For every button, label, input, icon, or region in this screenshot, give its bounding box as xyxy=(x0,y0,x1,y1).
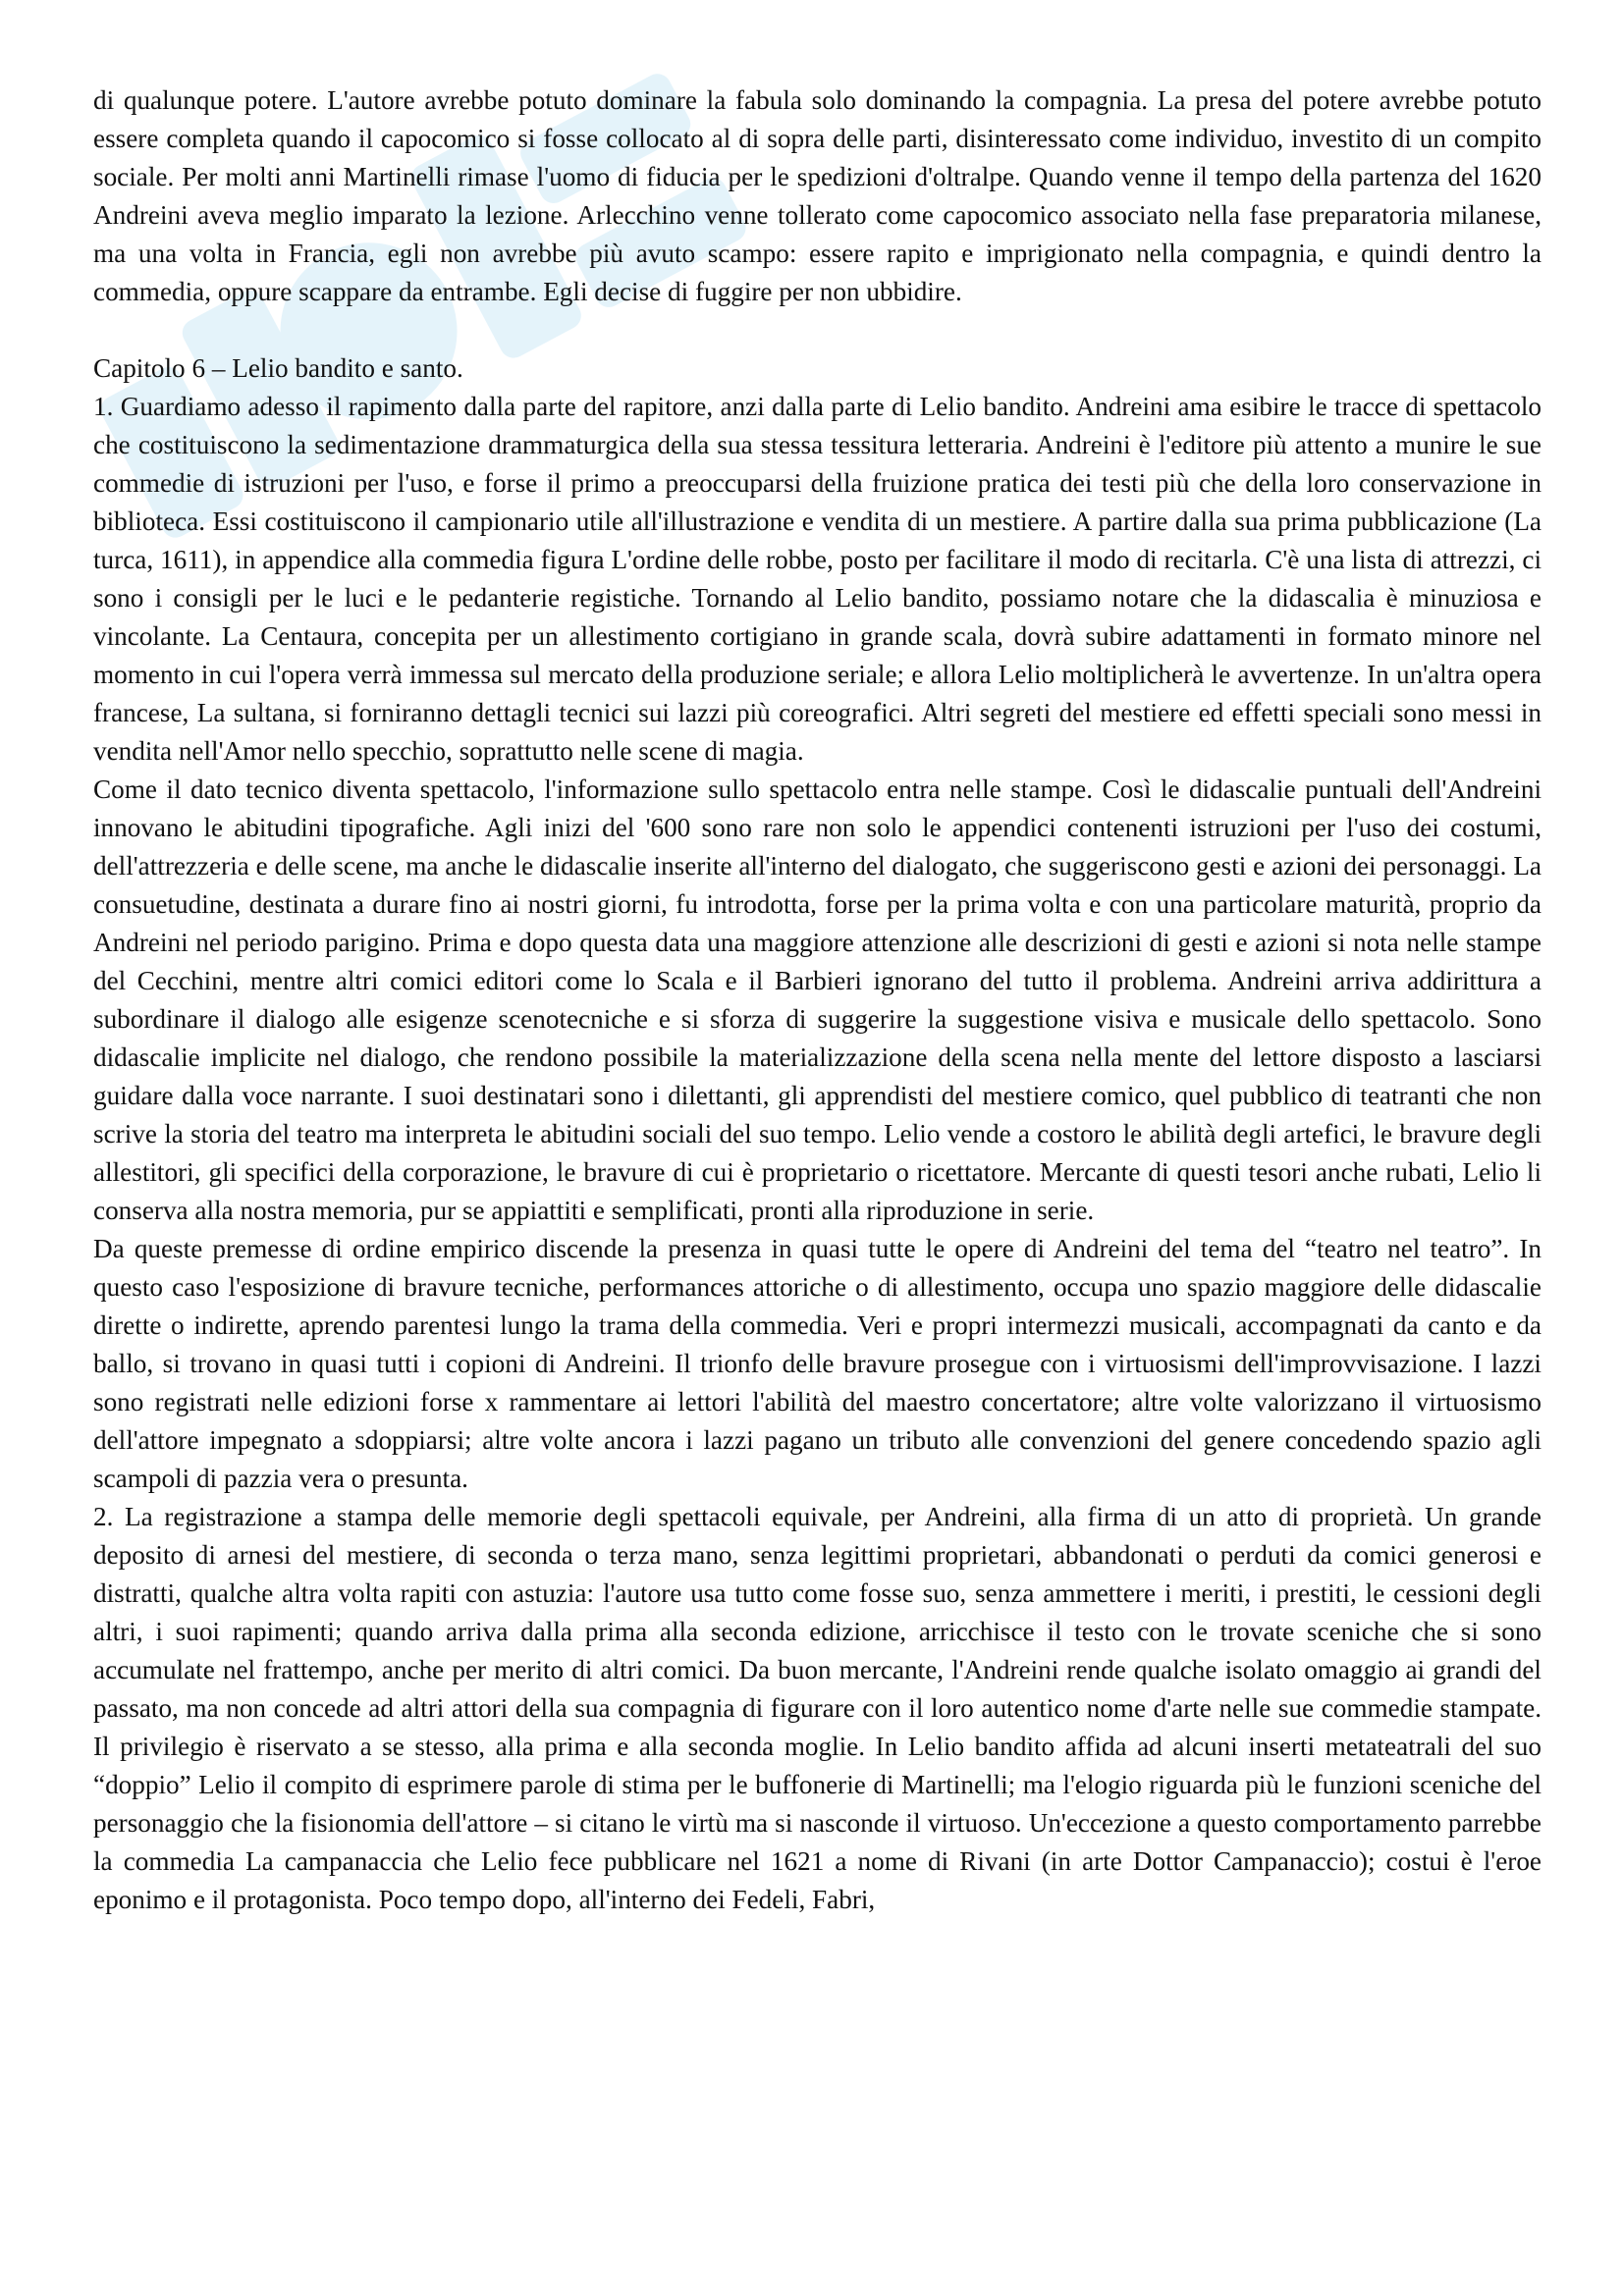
paragraph-2: Come il dato tecnico diventa spettacolo, l'informazione sullo spettacolo entra nelle stampe. Così le didascalie puntuali dell'Andreini innovano le abitudini tipografiche. Agli inizi del '600 sono rare non solo le appendici contenenti istruzioni per l'uso dei costumi, dell'attrezzeria e delle scene, ma anche le didascalie inserite all'interno del dialogato, che suggeriscono gesti e azioni dei personaggi. La consuetudine, destinata a durare fino ai nostri giorni, fu introdotta, forse per la prima volta e con una particolare maturità, proprio da Andreini nel periodo parigino. Prima e dopo questa data una maggiore attenzione alle descrizioni di gesti e azioni si nota nelle stampe del Cecchini, mentre altri comici editori come lo Scala e il Barbieri ignorano del tutto il problema. Andreini arriva addirittura a subordinare il dialogo alle esigenze scenotecniche e si sforza di suggerire la suggestione visiva e musicale dello spettacolo. Sono didascalie implicite nel dialogo, che rendono possibile la materializzazione della scena nella mente del lettore disposto a lasciarsi guidare dalla voce narrante. I suoi destinatari sono i dilettanti, gli apprendisti del mestiere comico, quel pubblico di teatranti che non scrive la storia del teatro ma interpreta le abitudini sociali del suo tempo. Lelio vende a costoro le abilità degli artefici, le bravure degli allestitori, gli specifici della corporazione, le bravure di cui è proprietario o ricettatore. Mercante di questi tesori anche rubati, Lelio li conserva alla nostra memoria, pur se appiattiti e semplificati, pronti alla riproduzione in serie. xyxy=(93,774,1542,1225)
intro-paragraph: di qualunque potere. L'autore avrebbe potuto dominare la fabula solo dominando la compagnia. La presa del potere avrebbe potuto essere completa quando il capocomico si fosse collocato al di sopra delle parti, disinteressato come individuo, investito di un compito sociale. Per molti anni Martinelli rimase l'uomo di fiducia per le spedizioni d'oltralpe. Quando venne il tempo della partenza del 1620 Andreini aveva meglio imparato la lezione. Arlecchino venne tollerato come capocomico associato nella fase preparatoria milanese, ma una volta in Francia, egli non avrebbe più avuto scampo: essere rapito e imprigionato nella compagnia, e quindi dentro la commedia, oppure scappare da entrambe. Egli decise di fuggire per non ubbidire. xyxy=(93,85,1542,306)
paragraph-3: Da queste premesse di ordine empirico discende la presenza in quasi tutte le opere di Andreini del tema del “teatro nel teatro”. In questo caso l'esposizione di bravure tecniche, performances attoriche o di allestimento, occupa uno spazio maggiore delle didascalie dirette o indirette, aprendo parentesi lungo la trama della commedia. Veri e propri intermezzi musicali, accompagnati da canto e da ballo, si trovano in quasi tutti i copioni di Andreini. Il trionfo delle bravure prosegue con i virtuosismi dell'improvvisazione. I lazzi sono registrati nelle edizioni forse x rammentare ai lettori l'abilità del maestro concertatore; altre volte valorizzano il virtuosismo dell'attore impegnato a sdoppiarsi; altre volte ancora i lazzi pagano un tributo alle convenzioni del genere concedendo spazio agli scampoli di pazzia vera o presunta. xyxy=(93,1234,1542,1493)
document-page xyxy=(93,81,1542,1919)
paragraph-4: 2. La registrazione a stampa delle memorie degli spettacoli equivale, per Andreini, alla firma di un atto di proprietà. Un grande deposito di arnesi del mestiere, di seconda o terza mano, senza legittimi proprietari, abbandonati o perduti da comici generosi e distratti, qualche altra volta rapiti con astuzia: l'autore usa tutto come fosse suo, senza ammettere i meriti, i prestiti, le cessioni degli altri, i suoi rapimenti; quando arriva dalla prima alla seconda edizione, arricchisce il testo con le trovate sceniche che si sono accumulate nel frattempo, anche per merito di altri comici. Da buon mercante, l'Andreini rende qualche isolato omaggio ai grandi del passato, ma non concede ad altri attori della sua compagnia di figurare con il loro autentico nome d'arte nelle sue commedie stampate. Il privilegio è riservato a se stesso, alla prima e alla seconda moglie. In Lelio bandito affida ad alcuni inserti metateatrali del suo “doppio” Lelio il compito di esprimere parole di stima per le buffonerie di Martinelli; ma l'elogio riguarda più le funzioni sceniche del personaggio che la fisionomia dell'attore – si citano le virtù ma si nasconde il virtuoso. Un'eccezione a questo comportamento parrebbe la commedia La campanaccia che Lelio fece pubblicare nel 1621 a nome di Rivani (in arte Dottor Campanaccio); costui è l'eroe eponimo e il protagonista. Poco tempo dopo, all'interno dei Fedeli, Fabri, xyxy=(93,1502,1542,1914)
paragraph-spacer xyxy=(93,311,1542,349)
chapter-title: Capitolo 6 – Lelio bandito e santo. xyxy=(93,353,463,383)
paragraph-1: 1. Guardiamo adesso il rapimento dalla parte del rapitore, anzi dalla parte di Lelio bandito. Andreini ama esibire le tracce di spettacolo che costituiscono la sedimentazione drammaturgica della sua stessa tessitura letteraria. Andreini è l'editore più attento a munire le sue commedie di istruzioni per l'uso, e forse il primo a preoccuparsi della fruizione pratica dei testi più che della loro conservazione in biblioteca. Essi costituiscono il campionario utile all'illustrazione e vendita di un mestiere. A partire dalla sua prima pubblicazione (La turca, 1611), in appendice alla commedia figura L'ordine delle robbe, posto per facilitare il modo di recitarla. C'è una lista di attrezzi, ci sono i consigli per le luci e le pedanterie registiche. Tornando al Lelio bandito, possiamo notare che la didascalia è minuziosa e vincolante. La Centaura, concepita per un allestimento cortigiano in grande scala, dovrà subire adattamenti in formato minore nel momento in cui l'opera verrà immessa sul mercato della produzione seriale; e allora Lelio moltiplicherà le avvertenze. In un'altra opera francese, La sultana, si forniranno dettagli tecnici sui lazzi più coreografici. Altri segreti del mestiere ed effetti speciali sono messi in vendita nell'Amor nello specchio, soprattutto nelle scene di magia. xyxy=(93,392,1542,766)
